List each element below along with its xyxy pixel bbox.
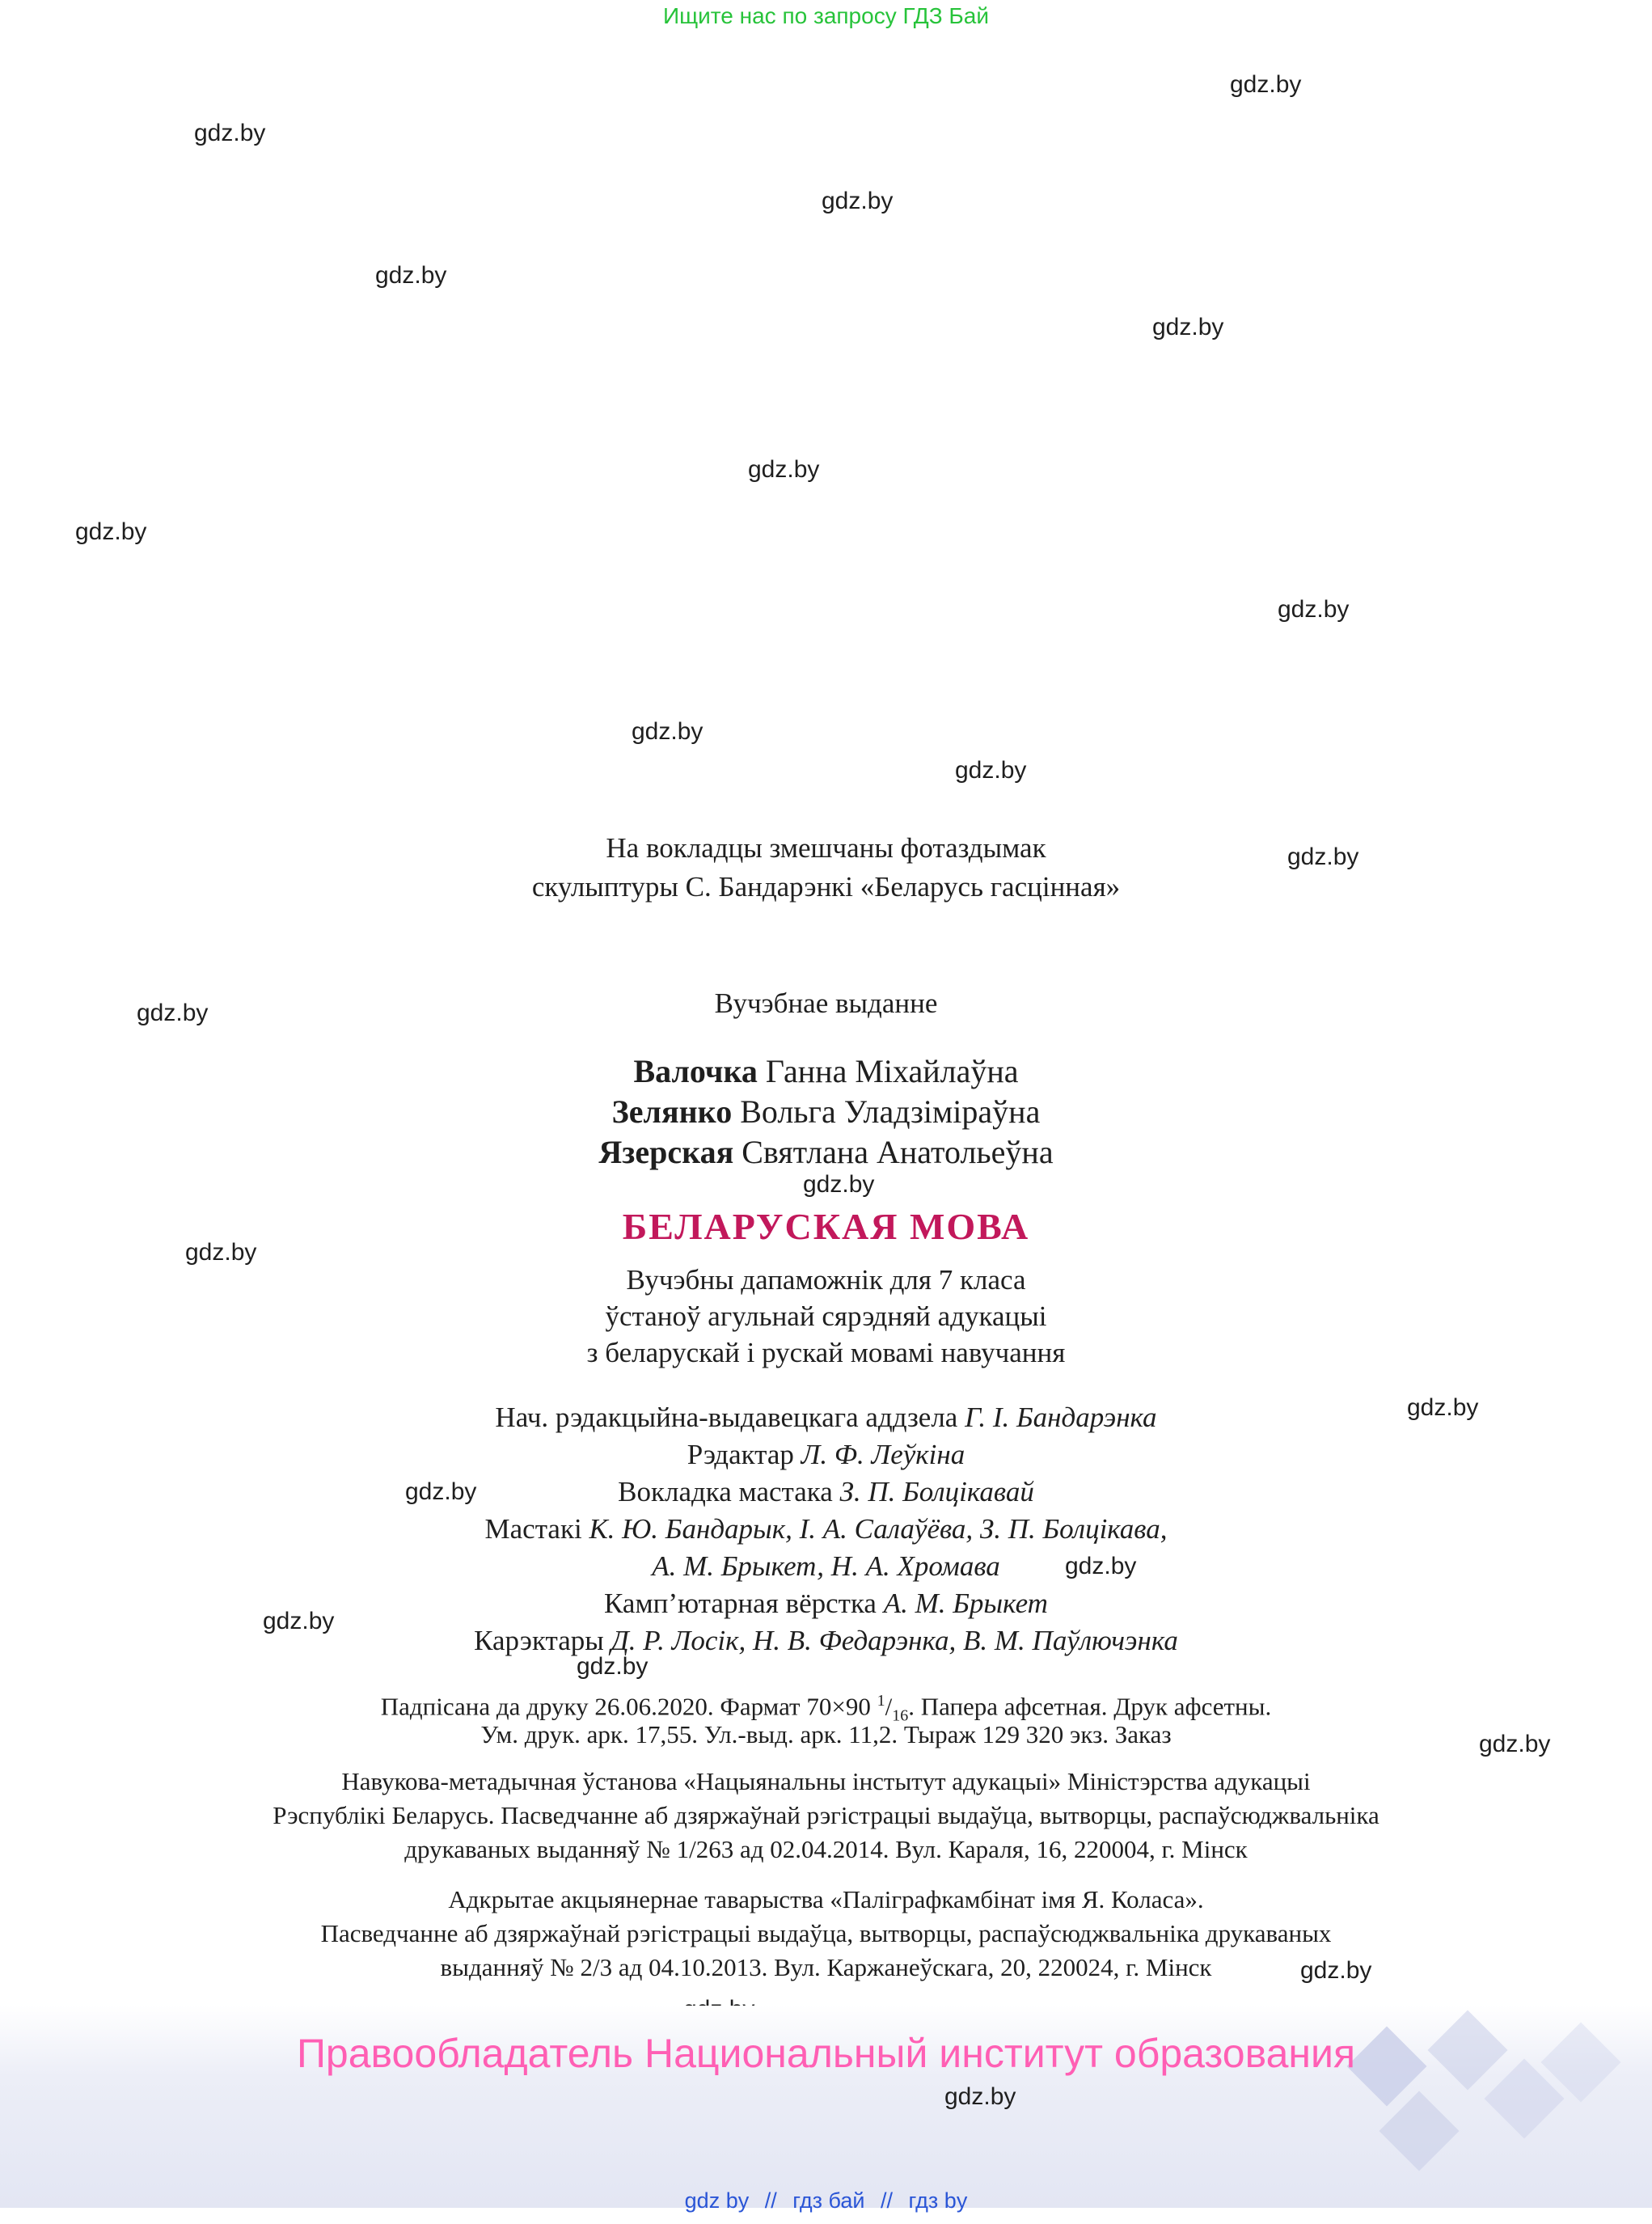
bottom-nav	[0, 2188, 1652, 2213]
print-info-text: Падпісана да друку 26.06.2020. Фармат 70×90	[380, 1692, 877, 1721]
author-name: Вольга Уладзіміраўна	[740, 1093, 1041, 1130]
credit-role: Вокладка мастака	[618, 1476, 833, 1507]
credit-names: Л. Ф. Леўкіна	[801, 1439, 965, 1470]
credit-role: Рэдактар	[687, 1439, 794, 1470]
watermark: gdz.by	[1300, 1957, 1372, 1984]
nav-separator: //	[764, 2188, 777, 2213]
watermark: gdz.by	[944, 2083, 1016, 2110]
watermark: gdz.by	[1230, 71, 1302, 98]
credit-line	[0, 1550, 1652, 1583]
watermark: gdz.by	[405, 1478, 477, 1505]
credit-names: А. М. Брыкет, Н. А. Хромава	[652, 1550, 1000, 1582]
printer-line: выданняў № 2/3 ад 04.10.2013. Вул. Каржанеўскага, 20, 220024, г. Мінск	[440, 1953, 1212, 1981]
print-info-line: Падпісана да друку 26.06.2020. Фармат 70×90 $^1/_{16}$. Папера афсетная. Друк афсетны.	[380, 1692, 1272, 1725]
author-surname: Язерская	[598, 1134, 734, 1170]
credit-line	[0, 1512, 1652, 1546]
print-info-line: Ум. друк. арк. 17,55. Ул.-выд. арк. 11,2. Тыраж 129 320 экз. Заказ	[480, 1720, 1172, 1748]
format-numerator: 1	[877, 1692, 885, 1710]
credit-names: Г. І. Бандарэнка	[965, 1402, 1157, 1433]
watermark: gdz.by	[75, 518, 147, 545]
print-info-text: . Папера афсетная. Друк афсетны.	[908, 1692, 1272, 1721]
watermark: gdz.by	[194, 120, 266, 146]
credit-line	[0, 1475, 1652, 1509]
author-line	[0, 1095, 1652, 1129]
watermark: gdz.by	[955, 757, 1027, 784]
watermark: gdz.by	[1287, 844, 1359, 870]
watermark: gdz.by	[803, 1171, 875, 1198]
credit-names: К. Ю. Бандарык, І. А. Салаўёва, З. П. Болцікава,	[589, 1513, 1168, 1545]
subtitle-line: Вучэбны дапаможнік для 7 класа	[626, 1264, 1026, 1296]
watermark: gdz.by	[1152, 314, 1224, 340]
watermark: gdz.by	[137, 1000, 209, 1026]
credit-names: З. П. Болцікавай	[839, 1476, 1034, 1507]
credit-line	[0, 1401, 1652, 1435]
subtitle-line: з беларускай і рускай мовамі навучання	[586, 1337, 1066, 1368]
credit-line	[0, 1587, 1652, 1621]
credit-role: Карэктары	[474, 1625, 604, 1656]
nav-link-gdz-bai[interactable]: гдз бай	[792, 2188, 865, 2213]
credit-names: А. М. Брыкет	[883, 1588, 1048, 1619]
credit-role: Камп’ютарная вёрстка	[604, 1588, 877, 1619]
printer-line: Пасведчанне аб дзяржаўнай рэгістрацыі выдаўца, вытворцы, распаўсюджвальніка друкаваных	[320, 1919, 1332, 1947]
watermark: gdz.by	[632, 718, 703, 745]
nav-link-gdz-by-ru[interactable]: гдз by	[908, 2188, 968, 2213]
format-denominator: 16	[892, 1706, 909, 1725]
author-line	[0, 1135, 1652, 1169]
rights-holder: Правообладатель Национальный институт образования	[296, 2031, 1356, 2076]
watermark: gdz.by	[263, 1608, 335, 1634]
watermark: gdz.by	[748, 456, 820, 483]
edition-type: Вучэбнае выданне	[714, 987, 938, 1019]
publisher-line: Рэспублікі Беларусь. Пасведчанне аб дзяржаўнай рэгістрацыі выдаўца, вытворцы, распаўсюджвальніка	[273, 1801, 1379, 1829]
author-name: Святлана Анатольеўна	[741, 1134, 1054, 1170]
watermark: gdz.by	[1479, 1731, 1551, 1757]
author-surname: Зелянко	[611, 1093, 733, 1130]
credit-role: Нач. рэдакцыйна-выдавецкага аддзела	[495, 1402, 958, 1433]
watermark: gdz.by	[1407, 1394, 1479, 1421]
watermark: gdz.by	[1278, 596, 1350, 623]
watermark: gdz.by	[185, 1239, 257, 1266]
author-surname: Валочка	[633, 1053, 758, 1089]
credit-role: Мастакі	[484, 1513, 582, 1545]
credit-line	[0, 1438, 1652, 1472]
printer-line: Адкрытае акцыянернае таварыства «Паліграфкамбінат імя Я. Коласа».	[448, 1885, 1204, 1913]
book-title: БЕЛАРУСКАЯ МОВА	[622, 1206, 1030, 1247]
top-banner[interactable]: Ищите нас по запросу ГДЗ Бай	[662, 3, 990, 28]
credit-names: Д. Р. Лосік, Н. В. Федарэнка, В. М. Паўлючэнка	[611, 1625, 1178, 1656]
watermark: gdz.by	[577, 1653, 649, 1680]
publisher-line: друкаваных выданняў № 1/263 ад 02.04.2014. Вул. Караля, 16, 220004, г. Мінск	[404, 1835, 1248, 1863]
watermark: gdz.by	[375, 262, 447, 289]
cover-note-line: скулыптуры С. Бандарэнкі «Беларусь гасцінная»	[531, 871, 1121, 903]
author-line	[0, 1055, 1652, 1089]
watermark: gdz.by	[1065, 1553, 1137, 1579]
publisher-line: Навукова-метадычная ўстанова «Нацыянальны інстытут адукацыі» Міністэрства адукацыі	[341, 1767, 1311, 1795]
nav-link-gdz-by[interactable]: gdz by	[684, 2188, 750, 2213]
subtitle-line: ўстаноў агульнай сярэдняй адукацыі	[605, 1300, 1047, 1332]
credit-line	[0, 1624, 1652, 1658]
watermark: gdz.by	[822, 188, 894, 214]
cover-note-line: На вокладцы змешчаны фотаздымак	[606, 832, 1046, 864]
nav-separator: //	[881, 2188, 894, 2213]
author-name: Ганна Міхайлаўна	[765, 1053, 1019, 1089]
